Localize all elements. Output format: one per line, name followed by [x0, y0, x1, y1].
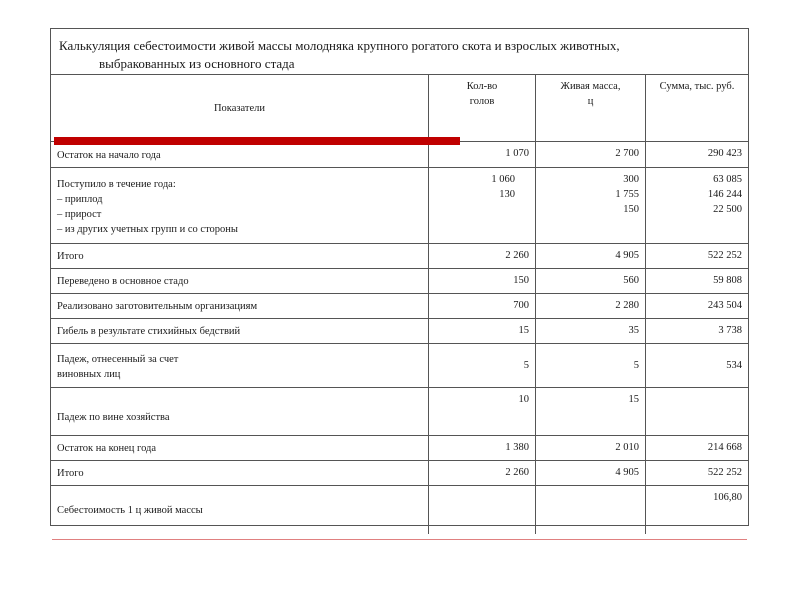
header-heads [429, 75, 536, 142]
table-row [51, 388, 748, 436]
row-sum: 59 808 [646, 269, 749, 294]
row-sub-label: – из других учетных групп и со стороны [57, 224, 238, 235]
row-mass: 2 700 [536, 142, 646, 168]
table-header-row [51, 75, 748, 142]
row-heads: 15 [429, 319, 536, 344]
row-sub-label: – приплод [57, 194, 103, 205]
row-mass: 4 905 [536, 244, 646, 269]
red-accent-bar [54, 137, 460, 145]
document-frame [50, 28, 749, 526]
row-label: Остаток на конец года [51, 436, 429, 461]
row-label: Гибель в результате стихийных бедствий [51, 319, 429, 344]
header-mass-line1: Живая масса, [560, 81, 621, 92]
table-row [51, 294, 748, 319]
row-label: Итого [51, 244, 429, 269]
table-row [51, 142, 748, 168]
row-sum [646, 388, 749, 436]
row-sum: 214 668 [646, 436, 749, 461]
header-sum: Сумма, тыс. руб. [646, 75, 749, 142]
row-mass [536, 168, 646, 244]
row-heads: 150 [429, 269, 536, 294]
document-title [51, 29, 748, 75]
table-row [51, 319, 748, 344]
row-heads: 1 380 [429, 436, 536, 461]
table-row [51, 486, 748, 534]
row-mass-value: 1 755 [615, 189, 639, 200]
table-row [51, 461, 748, 486]
footer-divider [52, 539, 747, 540]
row-mass: 5 [536, 344, 646, 388]
row-heads [429, 486, 536, 534]
row-heads: 5 [429, 344, 536, 388]
row-mass: 15 [536, 388, 646, 436]
row-label [51, 168, 429, 244]
row-sum-value: 63 085 [713, 174, 742, 185]
row-mass: 4 905 [536, 461, 646, 486]
row-heads: 700 [429, 294, 536, 319]
row-mass: 35 [536, 319, 646, 344]
row-sum: 534 [646, 344, 749, 388]
row-heads: 2 260 [429, 244, 536, 269]
row-mass-value: 300 [623, 174, 639, 185]
table-row [51, 269, 748, 294]
row-sum: 243 504 [646, 294, 749, 319]
row-label [51, 344, 429, 388]
row-label: Падеж по вине хозяйства [51, 388, 429, 436]
table-row [51, 168, 748, 244]
row-sum: 522 252 [646, 244, 749, 269]
row-mass [536, 486, 646, 534]
row-sum-value: 22 500 [713, 204, 742, 215]
row-label-main: Поступило в течение года: [57, 179, 176, 190]
row-label: Переведено в основное стадо [51, 269, 429, 294]
row-heads: 1 070 [429, 142, 536, 168]
header-heads-line1: Кол-во [466, 81, 498, 92]
row-heads-value: 130 [499, 189, 515, 200]
header-indicators: Показатели [51, 75, 429, 142]
row-label: Себестоимость 1 ц живой массы [51, 486, 429, 534]
row-label-line2: виновных лиц [57, 369, 121, 380]
row-sum: 106,80 [646, 486, 749, 534]
row-sum: 522 252 [646, 461, 749, 486]
title-line-1: Калькуляция себестоимости живой массы молодняка крупного рогатого скота и взрослых животных, [59, 38, 620, 53]
row-label: Итого [51, 461, 429, 486]
row-label: Реализовано заготовительным организациям [51, 294, 429, 319]
row-label-line1: Падеж, отнесенный за счет [57, 354, 179, 365]
header-heads-line2: голов [469, 96, 495, 107]
row-heads [429, 168, 536, 244]
row-heads: 10 [429, 388, 536, 436]
table-row [51, 436, 748, 461]
row-sum: 290 423 [646, 142, 749, 168]
row-mass-value: 150 [623, 204, 639, 215]
row-label: Остаток на начало года [51, 142, 429, 168]
row-mass: 560 [536, 269, 646, 294]
row-mass: 2 280 [536, 294, 646, 319]
row-mass: 2 010 [536, 436, 646, 461]
row-heads: 2 260 [429, 461, 536, 486]
title-line-2: выбракованных из основного стада [99, 56, 295, 71]
row-sum-value: 146 244 [707, 189, 742, 200]
row-heads-value: 1 060 [491, 174, 515, 185]
header-mass-line2: ц [587, 96, 594, 107]
row-sub-label: – прирост [57, 209, 102, 220]
table-row [51, 244, 748, 269]
header-mass [536, 75, 646, 142]
row-sum [646, 168, 749, 244]
row-sum: 3 738 [646, 319, 749, 344]
table-row [51, 344, 748, 388]
